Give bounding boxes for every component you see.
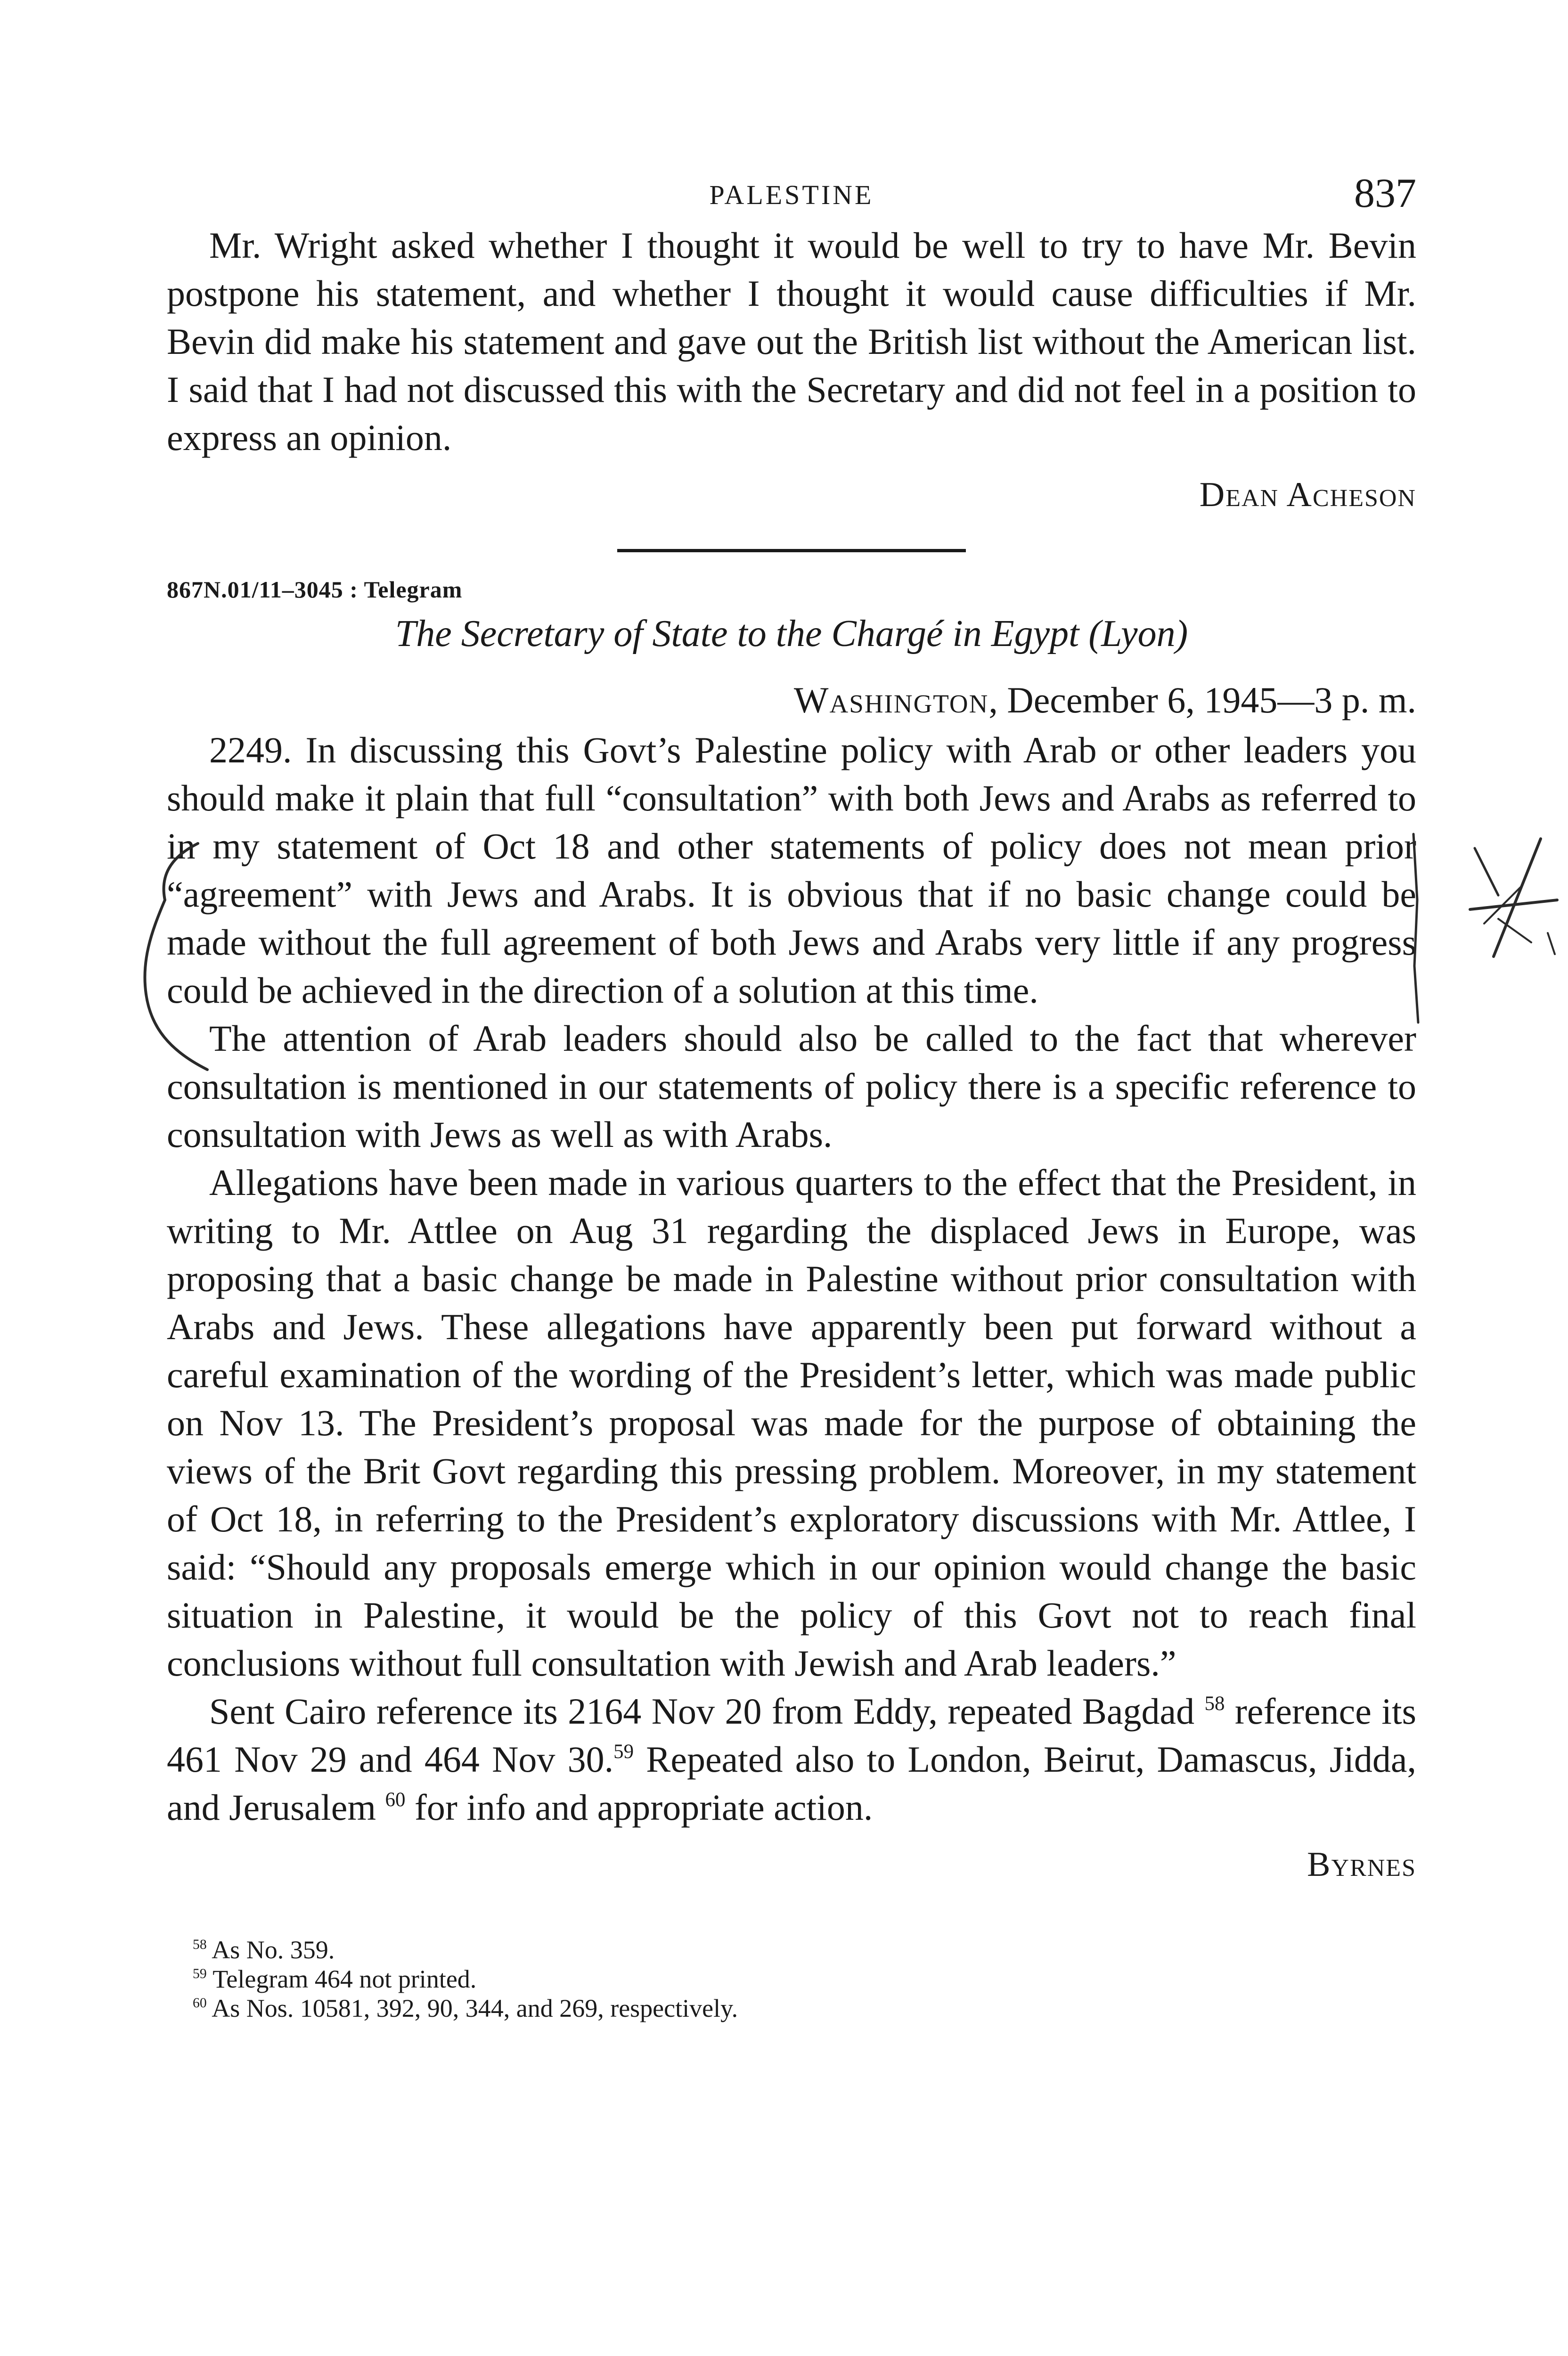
dateline-date: , December 6, 1945—3 p. m. <box>988 679 1416 720</box>
dateline <box>167 679 1416 721</box>
footnotes <box>193 1935 1416 2023</box>
para4-text-2: reference its 461 Nov 29 and 464 Nov 30. <box>167 1691 1416 1780</box>
handwritten-star-icon <box>1465 829 1564 980</box>
section-divider <box>617 549 966 552</box>
telegram-paragraph-1: 2249. In discussing this Govt’s Palestine policy with Arab or other leaders you should make it plain that full “consultation” with both Jews and Arabs as referred to in my statement of Oct 18 and other statements of policy does not mean prior “agreement” with Jews and Arabs. It is obvious that if no basic change could be made without the full agreement of both Jews and Arabs very little if any progress could be achieved in the direction of a solution at this time. <box>167 729 1416 1011</box>
para4-text-3: Repeated also to London, Beirut, Damascus, Jidda, and Jerusalem <box>167 1739 1416 1828</box>
page-number: 837 <box>1354 171 1416 216</box>
footnote <box>193 1994 1416 2023</box>
footnote-marker: 60 <box>193 1995 207 2011</box>
document-page <box>167 170 1416 2023</box>
footnote <box>193 1935 1416 1964</box>
footnote-text: As Nos. 10581, 392, 90, 344, and 269, respectively. <box>212 1994 738 2022</box>
telegram-body <box>167 726 1416 1832</box>
footnote-text: As No. 359. <box>212 1936 335 1964</box>
footnote-marker: 58 <box>193 1937 207 1952</box>
dateline-place: Washington <box>793 679 989 720</box>
file-reference: 867N.01/11–3045 : Telegram <box>167 576 463 603</box>
footnote-ref-59: 59 <box>613 1740 634 1763</box>
para4-text-4: for info and appropriate action. <box>405 1787 873 1828</box>
footnote-ref-60: 60 <box>385 1788 406 1811</box>
footnote-marker: 59 <box>193 1966 207 1981</box>
letter-paragraph: Mr. Wright asked whether I thought it would be well to try to have Mr. Bevin postpone his statement, and whether I thought it would cause difficulties if Mr. Bevin did make his statement and gave out the British list without the American list. I said that I had not discussed this with the Secretary and did not feel in a position to express an opinion. <box>167 225 1416 458</box>
letter-continuation <box>167 221 1416 462</box>
telegram-signature: Byrnes <box>1307 1845 1416 1884</box>
para4-text-1: Sent Cairo reference its 2164 Nov 20 from Eddy, repeated Bagdad <box>209 1691 1205 1732</box>
footnote-ref-58: 58 <box>1204 1692 1225 1715</box>
footnote-text: Telegram 464 not printed. <box>212 1965 477 1993</box>
telegram-paragraph-2: The attention of Arab leaders should also be called to the fact that wherever consultation is mentioned in our statements of policy there is a specific reference to consultation with Jews as well as with Arabs. <box>167 1018 1416 1155</box>
running-head <box>167 170 1416 221</box>
running-head-title: PALESTINE <box>709 180 874 210</box>
letter-signature: Dean Acheson <box>1199 475 1416 514</box>
telegram-paragraph-4 <box>167 1687 1416 1832</box>
footnote <box>193 1964 1416 1994</box>
document-title: The Secretary of State to the Chargé in Egypt (Lyon) <box>395 613 1188 654</box>
telegram-paragraph-3: Allegations have been made in various quarters to the effect that the President, in writing to Mr. Attlee on Aug 31 regarding the displaced Jews in Europe, was proposing that a basic change be made in Palestine without prior consultation with Arabs and Jews. These allegations have apparently been put forward without a careful examination of the wording of the President’s letter, which was made public on Nov 13. The President’s proposal was made for the purpose of obtaining the views of the Brit Govt regarding this pressing problem. Moreover, in my statement of Oct 18, in referring to the President’s exploratory discussions with Mr. Attlee, I said: “Should any proposals emerge which in our opinion would change the basic situation in Palestine, it would be the policy of this Govt not to reach final conclusions without full consultation with Jewish and Arab leaders.” <box>167 1162 1416 1684</box>
